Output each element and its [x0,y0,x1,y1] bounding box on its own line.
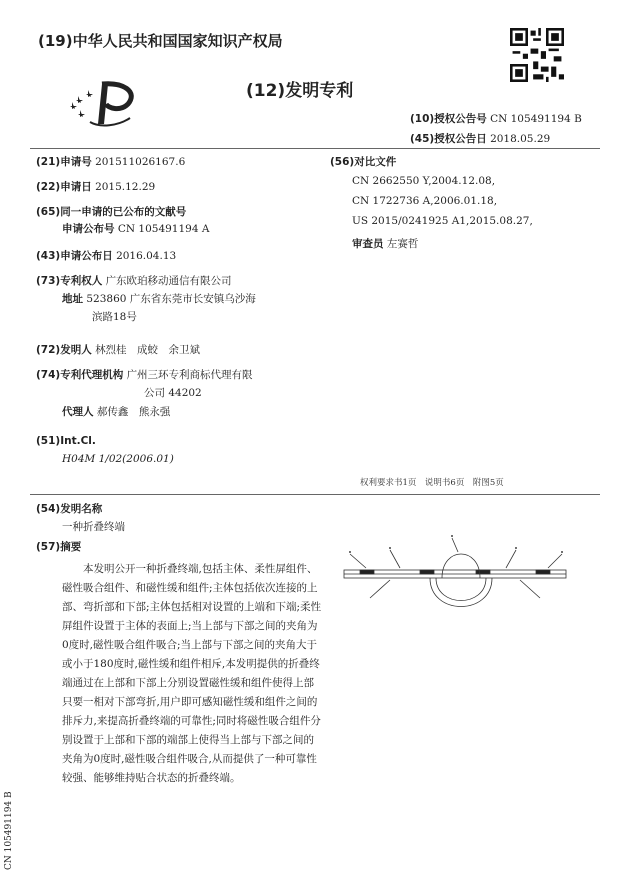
address-line-2: 滨路18号 [92,311,137,323]
cited-ref-1: CN 2662550 Y,2004.12.08, [352,175,496,187]
examiner-value: 左赛哲 [386,238,419,250]
agents-value: 郝传鑫 熊永强 [96,406,171,418]
address [62,292,256,307]
agency-line-1: 广州三环专利商标代理有限 [126,369,253,381]
invention-title: 一种折叠终端 [62,521,125,533]
app-no-label: (21)申请号 [36,156,92,168]
agents [62,405,170,420]
agency [36,368,253,383]
grant-pub-date-label: (45)授权公告日 [410,133,487,145]
inventors [36,343,200,358]
cited-ref-2: CN 1722736 A,2006.01.18, [352,195,498,207]
grant-pub-no [410,111,582,126]
app-pub-no [62,222,209,237]
app-no-value: 201511026167.6 [95,156,186,168]
abstract-label: (57)摘要 [36,541,82,553]
side-publication-number: CN 105491194 B [4,791,14,870]
app-pub-date-label: (43)申请公布日 [36,250,113,262]
int-cl-label: (51)Int.Cl. [36,435,96,447]
address-label: 地址 [62,293,83,305]
inventors-value: 林烈桂 成蛟 余卫斌 [95,344,201,356]
grant-pub-no-value: CN 105491194 B [490,113,582,125]
agency-label: (74)专利代理机构 [36,369,124,381]
cited-refs-label: (56)对比文件 [330,156,397,168]
header-divider [30,148,600,149]
cited-refs [330,155,396,170]
grant-pub-date [410,131,550,146]
app-date [36,180,155,195]
app-no [36,155,185,170]
prior-pub [36,205,186,220]
abstract-text: 本发明公开一种折叠终端,包括主体、柔性屏组件、磁性吸合组件、和磁性缓和组件;主体包括依次连接的上部、弯折部和下部;主体包括相对设置的上端和下端;柔性屏组件设置于主体的表面上;当上部与下部之间的夹角为0度时,磁性吸合组件吸合;当上部与下部之间的夹角大于或小于180度时,磁性缓和组件相斥,本发明提供的折叠终端通过在上部和下部上分别设置磁性缓和组件使得上部只要一相对下部弯折,用户即可感知磁性缓和组件之间的排斥力,来提高折叠终端的可靠性;同时将磁性吸合组件分别设置于上部和下部的端部上使得当上部与下部之间的夹角为0度时,磁性吸合组件吸合,从而提供了一种可靠性较强、能够维持贴合状态的折叠终端。 [62,563,322,784]
document-type: (12)发明专利 [246,81,354,101]
abstract-section [36,540,81,555]
app-pub-date-value: 2016.04.13 [116,250,177,262]
app-date-label: (22)申请日 [36,181,92,193]
agency-line-2: 公司 44202 [144,387,202,399]
app-pub-date [36,249,176,264]
patentee-value: 广东欧珀移动通信有限公司 [105,275,232,287]
patentee [36,274,232,289]
prior-pub-label: (65)同一申请的已公布的文献号 [36,206,187,218]
grant-pub-no-label: (10)授权公告号 [410,113,487,125]
page-count-note: 权利要求书1页 说明书6页 附图5页 [360,478,504,488]
grant-pub-date-value: 2018.05.29 [490,133,551,145]
inventors-label: (72)发明人 [36,344,92,356]
app-pub-no-value: CN 105491194 A [117,223,210,235]
agent-label: 代理人 [62,406,94,418]
examiner-label: 审查员 [352,238,384,250]
examiner [352,237,418,252]
cited-ref-3: US 2015/0241925 A1,2015.08.27, [352,215,533,227]
qr-code-icon [510,28,564,82]
pages-divider [30,494,600,495]
int-cl-value: H04M 1/02(2006.01) [62,453,174,465]
title-section [36,502,102,517]
int-cl [36,434,96,449]
patent-office-logo-icon [68,74,140,136]
patentee-label: (73)专利权人 [36,275,103,287]
app-pub-no-label: 申请公布号 [62,223,115,235]
app-date-value: 2015.12.29 [95,181,156,193]
address-line-1: 523860 广东省东莞市长安镇乌沙海 [86,293,256,305]
title-label: (54)发明名称 [36,503,103,515]
abstract-figure [330,530,580,650]
patent-office-name: (19)中华人民共和国国家知识产权局 [38,32,283,50]
